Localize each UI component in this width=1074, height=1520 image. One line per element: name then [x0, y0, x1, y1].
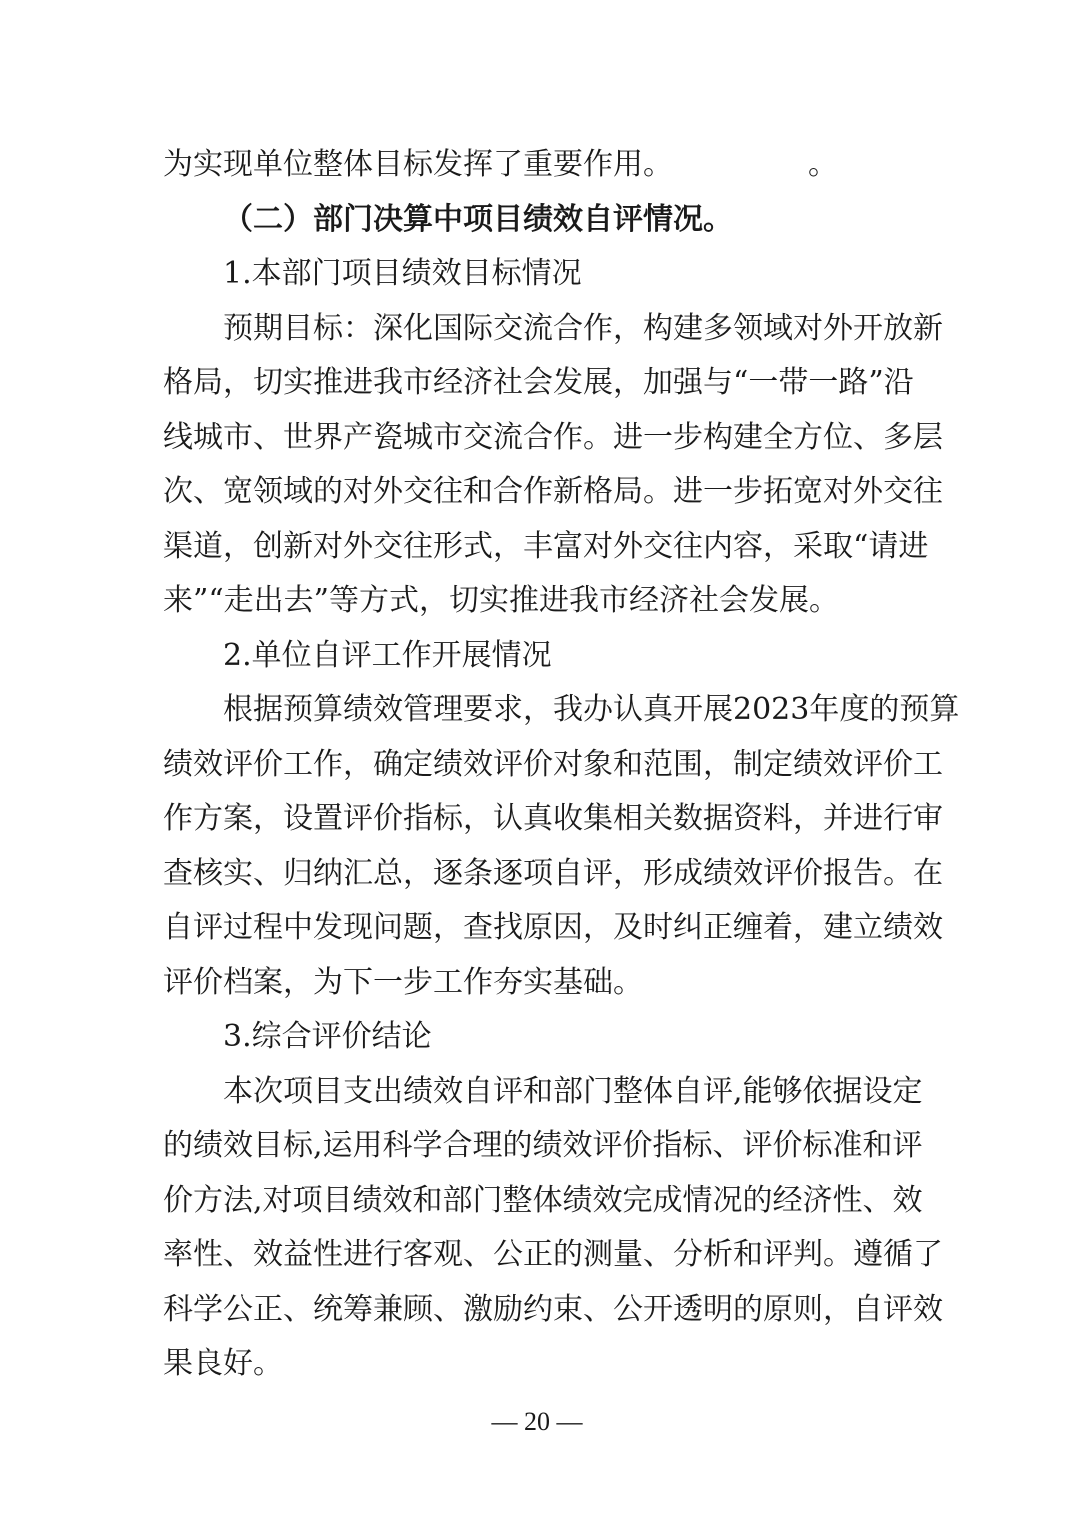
paragraph-line: 来”“走出去”等方式，切实推进我市经济社会发展。 — [163, 583, 840, 618]
paragraph-line: 率性、效益性进行客观、公正的测量、分析和评判。遵循了 — [163, 1237, 943, 1272]
subsection-heading: 3.综合评价结论 — [223, 1019, 432, 1054]
paragraph-line: 价方法,对项目绩效和部门整体绩效完成情况的经济性、效 — [163, 1182, 923, 1218]
paragraph-line: 根据预算绩效管理要求，我办认真开展2023年度的预算 — [223, 692, 960, 727]
paragraph-line: 次、宽领域的对外交往和合作新格局。进一步拓宽对外交往 — [163, 474, 943, 509]
paragraph-line: 查核实、归纳汇总，逐条逐项自评，形成绩效评价报告。在 — [163, 855, 943, 891]
section-heading: （二）部门决算中项目绩效自评情况。 — [223, 201, 733, 237]
body-text — [163, 138, 960, 1392]
page-number: — 20 — — [491, 1407, 583, 1436]
paragraph-line: 果良好。 — [163, 1346, 283, 1381]
paragraph-line: 格局，切实推进我市经济社会发展，加强与“一带一路”沿 — [163, 365, 914, 400]
paragraph-line: 的绩效目标,运用科学合理的绩效评价指标、评价标准和评 — [163, 1128, 923, 1163]
paragraph-line: 本次项目支出绩效自评和部门整体自评,能够依据设定 — [223, 1073, 923, 1109]
paragraph-line: 评价档案，为下一步工作夯实基础。 — [163, 964, 643, 1000]
paragraph-line: 自评过程中发现问题，查找原因，及时纠正缠着，建立绩效 — [163, 910, 943, 945]
paragraph-line: 渠道，创新对外交往形式，丰富对外交往内容，采取“请进 — [163, 528, 929, 564]
subsection-heading: 2.单位自评工作开展情况 — [223, 637, 552, 673]
paragraph-line: 科学公正、统筹兼顾、激励约束、公开透明的原则，自评效 — [163, 1291, 943, 1327]
paragraph-line: 作方案，设置评价指标，认真收集相关数据资料，并进行审 — [163, 801, 943, 836]
paragraph-line: 线城市、世界产瓷城市交流合作。进一步构建全方位、多层 — [163, 419, 943, 455]
paragraph-line: 预期目标：深化国际交流合作，构建多领域对外开放新 — [223, 310, 943, 346]
subsection-heading: 1.本部门项目绩效目标情况 — [223, 256, 582, 291]
paragraph-line: 为实现单位整体目标发挥了重要作用。 。 — [163, 147, 838, 182]
paragraph-line: 绩效评价工作，确定绩效评价对象和范围，制定绩效评价工 — [163, 746, 943, 782]
